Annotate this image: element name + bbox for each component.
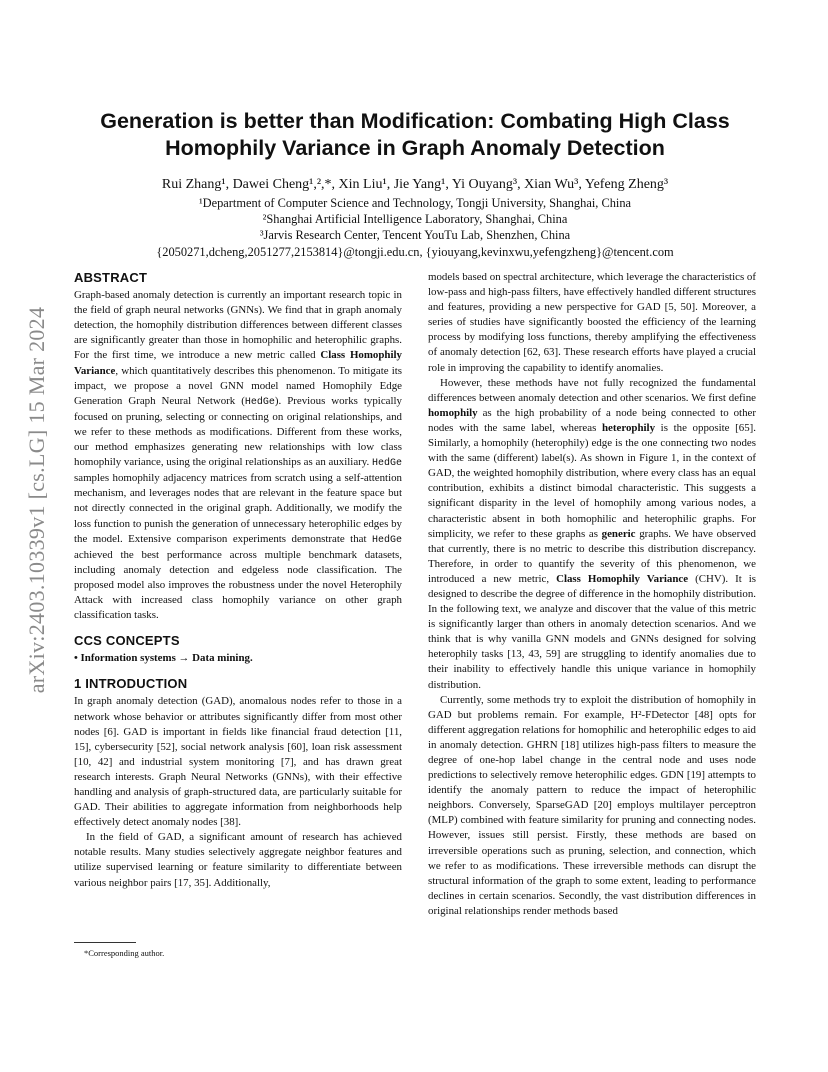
introduction-heading: 1 INTRODUCTION [74,676,188,692]
ccs-heading: CCS CONCEPTS [74,633,180,649]
ccs-concepts: • Information systems → Data mining. [74,652,253,665]
title-line-2: Homophily Variance in Graph Anomaly Detection [165,136,665,160]
arxiv-identifier: arXiv:2403.10339v1 [cs.LG] 15 Mar 2024 [24,306,49,694]
abstract-heading: ABSTRACT [74,270,148,285]
right-paragraph-1: models based on spectral architecture, which leverage the characteristics of low-pass and high-pass filters, have effectively handled different structures and features, providing a new perspective for GAD [5, 50]. Moreover, a series of studies have significantly boosted the efficiency of the learning process by modifying loss functions, thereby amplifying the effectiveness of anomaly detection [62, 63]. These research efforts have played a crucial role in improving the capability to identify anomalies. [428,271,756,374]
intro-paragraph-2: In the field of GAD, a significant amount of research has achieved notable results. Many studies selectively aggregate neighbor features and utilize supervised learning or feature similarity to differentiate between various neighbor pairs [17, 35]. Additionally, [74,831,402,889]
right-paragraph-2: However, these methods have not fully recognized the fundamental differences between anomaly detection and other scenarios. We first define homophily as the high probability of a node being connected to other nodes with the same label, whereas heterophily is the opposite [65]. Similarly, a homophily (heterophily) edge is the one connecting two nodes with the same (different) label(s). As shown in Figure 1, in the context of GAD, the weighted homophily distribution, where every class has an equal contribution, exhibits a distinct bimodal characteristic. This suggests a significant disparity in the level of homophily among various nodes, a characteristic absent in both homophilic and heterophilic graphs. For simplicity, we refer to these graphs as generic graphs. We have observed that currently, there is no metric to describe this distribution discrepancy. Therefore, in order to quantify the severity of this phenomenon, we introduced a new metric, Class Homophily Variance (CHV). It is designed to describe the degree of difference in the homophily distribution. In the following text, we analyze and discover that the value of this metric is significantly larger than others in anomaly detection scenarios. And we think that is why vanilla GNN models and GNNs designed for solving heterophily tasks [13, 43, 59] are struggling to identify anomalies due to their inability to effectively handle this unique variance in homophily distribution. [428,376,756,691]
right-column [428,270,756,919]
affiliation-2: ²Shanghai Artificial Intelligence Laboratory, Shanghai, China [262,212,568,226]
author-list: Rui Zhang¹, Dawei Cheng¹,²,*, Xin Liu¹, Jie Yang¹, Yi Ouyang³, Xian Wu³, Yefeng Zheng³ [161,177,669,192]
left-column [74,270,402,891]
title-line-1: Generation is better than Modification: Combating High Class [100,109,730,133]
footnote-divider [74,942,136,943]
arxiv-sidebar [22,280,52,720]
paper-title [70,108,760,162]
intro-paragraph-1: In graph anomaly detection (GAD), anomalous nodes refer to those in a network whose behavior or attributes significantly differ from most other nodes [6]. GAD is important in fields like financial fraud detection [11, 15], cybersecurity [52], social network analysis [60], loan risk assessment [10, 42] and industrial system monitoring [7], and has drawn great research interests. Graph Neural Networks (GNNs), with their effective handling and analysis of graph-structured data, are particularly suitable for GAD. Their abilities to aggregate information from neighborhoods help effectively detect anomaly nodes [38]. [74,695,402,829]
footnote: *Corresponding author. [84,948,165,958]
author-emails: {2050271,dcheng,2051277,2153814}@tongji.edu.cn, {yiouyang,kevinxwu,yefengzheng}@tencent.com [156,245,674,259]
abstract-text: Graph-based anomaly detection is currently an important research topic in the field of graph neural networks (GNNs). We find that in graph anomaly detection, the homophily distribution differences between different classes are significantly greater than those in homophilic and heterophilic graphs. For the first time, we introduce a new metric called Class Homophily Variance, which quantitatively describes this phenomenon. To mitigate its impact, we propose a novel GNN model named Homophily Edge Generation Graph Neural Network (HedGe). Previous works typically focused on pruning, selecting or connecting on original relationships, and we refer to these methods as modifications. Different from these works, our method emphasizes generating new relationships with low class homophily variance, using the original relationships as an auxiliary. HedGe samples homophily adjacency matrices from scratch using a self-attention mechanism, and leverages nodes that are relevant in the feature space but not directly connected in the original graph. Additionally, we modify the loss function to punish the generation of unnecessary heterophilic edges by the model. Extensive comparison experiments demonstrate that HedGe achieved the best performance across multiple benchmark datasets, including anomaly detection and edgeless node classification. The proposed model also improves the robustness under the novel Heterophily Attack with increased class homophily variance on other graph classification tasks. [74,289,402,622]
affiliation-3: ³Jarvis Research Center, Tencent YouTu Lab, Shenzhen, China [259,228,571,242]
affiliation-1: ¹Department of Computer Science and Technology, Tongji University, Shanghai, China [198,196,632,210]
right-paragraph-3: Currently, some methods try to exploit the distribution of homophily in GAD but problems remain. For example, H²-FDetector [48] opts for different aggregation relations for homophilic and heterophilic edges to aid in anomaly detection. GHRN [18] utilizes high-pass filters to measure the degree of one-hop label change in the central node and uses node predictions to selectively remove heterophilic edges. GDN [19] attempts to identify the anomaly pattern to reduce the impact of heterophilic neighbors. Conversely, SparseGAD [20] employs multilayer perceptron (MLP) combined with feature similarity for pruning and connecting nodes. However, issues still persist. Firstly, these methods are based on irreversible operations such as pruning, selection, and connection, which we refer to as modifications. These irreversible methods can disrupt the structural information of the graph to some extent, leading to performance declines in certain scenarios. Secondly, the vast distribution differences in original relationships render methods based [428,693,756,917]
